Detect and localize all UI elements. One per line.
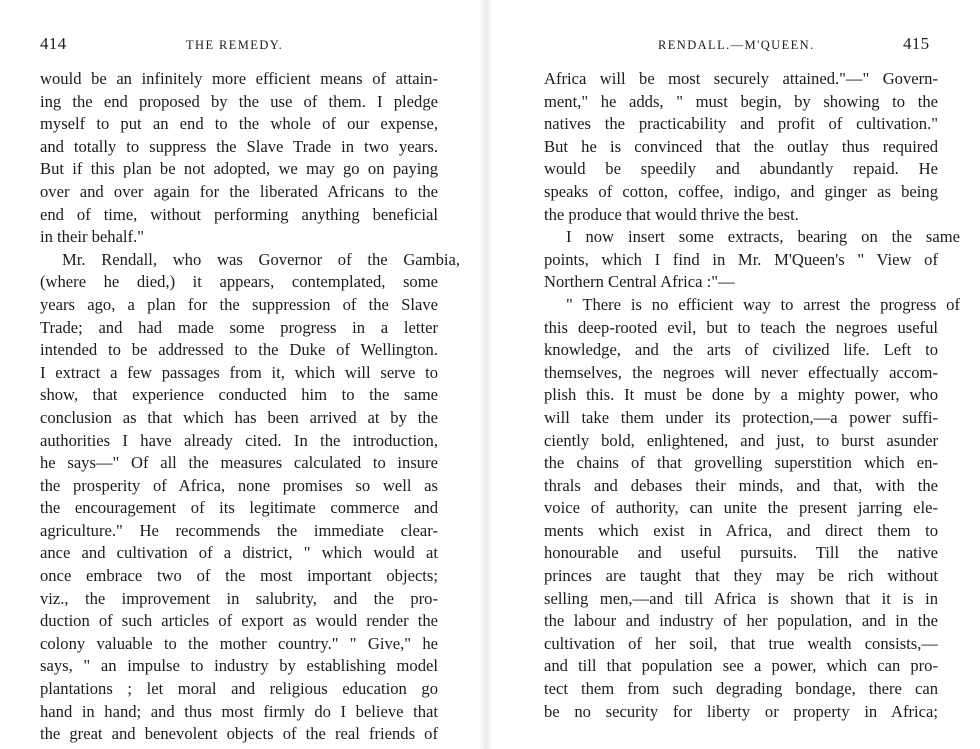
text-line: and totally to suppress the Slave Trade in two years. <box>40 136 438 156</box>
text-line: I extract a few passages from it, which will serve to <box>40 362 438 382</box>
text-line: voice of authority, can unite the present jarring ele- <box>544 498 938 518</box>
right-page-text <box>544 68 960 723</box>
text-line: plantations ; let moral and religious education go <box>40 679 438 699</box>
text-line: duction of such articles of export as would render the <box>40 611 438 631</box>
right-page <box>500 0 980 749</box>
text-line: selling men,—and till Africa is shown that it is in <box>544 588 938 608</box>
left-running-head: THE REMEDY. <box>186 38 284 52</box>
text-line: the encouragement of its legitimate commerce and <box>40 498 438 518</box>
text-line: the produce that would thrive the best. <box>544 204 799 224</box>
text-line: end of time, without performing anything beneficial <box>40 204 438 224</box>
text-line: show, that experience conducted him to the same <box>40 385 438 405</box>
text-line: years ago, a plan for the suppression of the Slave <box>40 294 438 314</box>
text-line: the chains of that grovelling superstition which en- <box>544 453 938 473</box>
text-line: Trade; and had made some progress in a letter <box>40 317 438 337</box>
text-line: plish this. It must be done by a mighty power, who <box>544 385 938 405</box>
text-line: authorities I have already cited. In the introduction, <box>40 430 438 450</box>
text-line: would be an infinitely more efficient means of attain- <box>40 69 438 88</box>
text-line: I now insert some extracts, bearing on the same <box>566 227 960 247</box>
text-line: ment," he adds, " must begin, by showing to the <box>544 91 938 111</box>
text-line: agriculture." He recommends the immediate clear- <box>40 520 438 540</box>
text-line: in their behalf." <box>40 227 144 247</box>
text-line: " There is no efficient way to arrest the progress of <box>566 294 960 314</box>
text-line: ing the end proposed by the use of them. I pledge <box>40 91 438 111</box>
left-page <box>0 0 470 749</box>
text-line: and till that population see a power, which can pro- <box>544 656 938 676</box>
left-page-text <box>40 68 460 746</box>
text-line: would be speedily and abundantly repaid. He <box>544 159 938 179</box>
book-gutter <box>478 0 492 749</box>
text-line: says, " an impulse to industry by establishing model <box>40 656 438 676</box>
text-line: But if this plan be not adopted, we may go on paying <box>40 159 438 179</box>
text-line: conclusion as that which has been arrived at by the <box>40 407 438 427</box>
text-line: speaks of cotton, coffee, indigo, and ginger as being <box>544 181 938 201</box>
right-page-number: 415 <box>903 34 930 53</box>
text-line: honourable and useful pursuits. Till the native <box>544 543 938 563</box>
left-page-number: 414 <box>40 34 67 53</box>
text-line: he says—" Of all the measures calculated to insure <box>40 453 438 473</box>
text-line: viz., the improvement in salubrity, and the pro- <box>40 588 438 608</box>
text-line: intended to be addressed to the Duke of Wellington. <box>40 340 438 360</box>
text-line: points, which I find in Mr. M'Queen's " View of <box>544 249 938 269</box>
text-line: Northern Central Africa :"— <box>544 272 735 292</box>
text-line: the prosperity of Africa, none promises so well as <box>40 475 438 495</box>
text-line: the labour and industry of her population, and in the <box>544 611 938 631</box>
text-line: But he is convinced that the outlay thus required <box>544 136 938 156</box>
text-line: princes are taught that they may be rich without <box>544 566 938 586</box>
text-line: ciently bold, enlightened, and just, to burst asunder <box>544 430 938 450</box>
text-line: tect them from such degrading bondage, there can <box>544 679 938 699</box>
text-line: the great and benevolent objects of the real friends of <box>40 724 438 744</box>
text-line: hand in hand; and thus most firmly do I believe that <box>40 701 438 721</box>
text-line: be no security for liberty or property in Africa; <box>544 701 938 721</box>
text-line: colony valuable to the mother country." " Give," he <box>40 633 438 653</box>
text-line: natives the practicability and profit of cultivation." <box>544 114 938 134</box>
text-line: over and over again for the liberated Africans to the <box>40 181 438 201</box>
text-line: Africa will be most securely attained."—" Govern- <box>544 69 938 88</box>
text-line: once embrace two of the most important objects; <box>40 566 438 586</box>
text-line: ance and cultivation of a district, " which would at <box>40 543 438 563</box>
text-line: thrals and debases their minds, and that, with the <box>544 475 938 495</box>
text-line: themselves, the negroes will never effectually accom- <box>544 362 938 382</box>
text-line: cultivation of her soil, that true wealth consists,— <box>544 633 938 653</box>
text-line: myself to put an end to the whole of our expense, <box>40 114 438 134</box>
text-line: (where he died,) it appears, contemplated, some <box>40 272 438 292</box>
text-line: knowledge, and the arts of civilized life. Left to <box>544 340 938 360</box>
text-line: ments which exist in Africa, and direct them to <box>544 520 938 540</box>
right-running-head: RENDALL.—M'QUEEN. <box>658 38 815 52</box>
text-line: Mr. Rendall, who was Governor of the Gambia, <box>62 249 460 269</box>
text-line: this deep-rooted evil, but to teach the negroes useful <box>544 317 938 337</box>
text-line: will take them under its protection,—a power suffi- <box>544 407 938 427</box>
